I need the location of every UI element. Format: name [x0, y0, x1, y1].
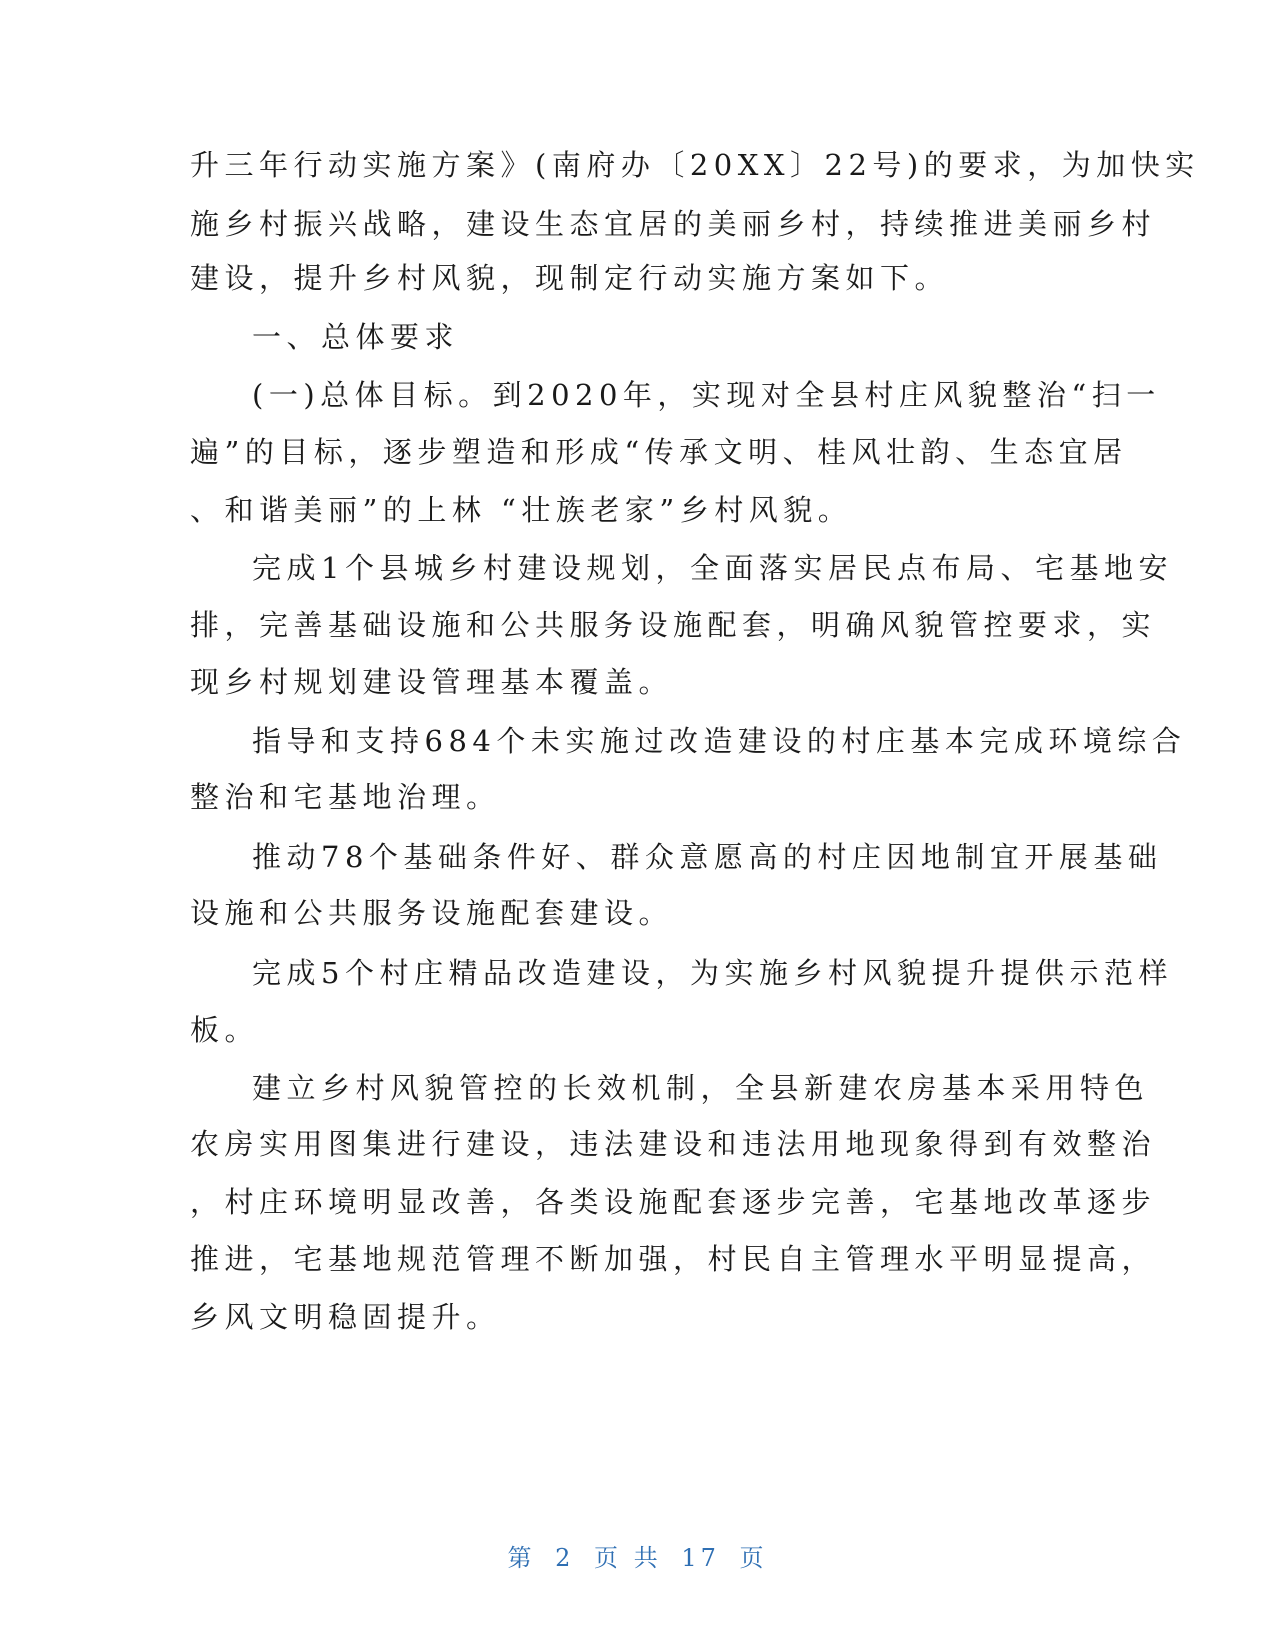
section-heading: 一、总体要求 [252, 320, 460, 354]
footer-prefix: 第 [507, 1544, 536, 1572]
body-line: 整治和宅基地治理。 [190, 780, 501, 814]
footer-suffix: 页 [739, 1544, 768, 1572]
body-line: 板。 [190, 1013, 260, 1047]
body-line: 完成1个县城乡村建设规划，全面落实居民点布局、宅基地安 [252, 551, 1173, 585]
footer-page-word: 页 [594, 1544, 623, 1572]
body-line: 升三年行动实施方案》(南府办〔20XX〕22号)的要求，为加快实 [190, 148, 1200, 182]
body-line: 推进，宅基地规范管理不断加强，村民自主管理水平明显提高， [190, 1242, 1157, 1276]
current-page-number: 2 [555, 1544, 575, 1572]
body-line: 建立乡村风貌管控的长效机制，全县新建农房基本采用特色 [252, 1071, 1150, 1105]
total-pages-number: 17 [681, 1544, 720, 1572]
page-footer [0, 1538, 1275, 1573]
body-line: 乡风文明稳固提升。 [190, 1300, 501, 1334]
body-line: 推动78个基础条件好、群众意愿高的村庄因地制宜开展基础 [252, 840, 1163, 874]
body-line: ，村庄环境明显改善，各类设施配套逐步完善，宅基地改革逐步 [190, 1185, 1157, 1219]
body-line: 现乡村规划建设管理基本覆盖。 [190, 665, 674, 699]
body-line: 、和谐美丽”的上林 “壮族老家”乡村风貌。 [190, 493, 853, 527]
footer-total-prefix: 共 [633, 1544, 662, 1572]
body-line: 完成5个村庄精品改造建设，为实施乡村风貌提升提供示范样 [252, 956, 1173, 990]
body-line: 农房实用图集进行建设，违法建设和违法用地现象得到有效整治 [190, 1127, 1157, 1161]
body-line: 排，完善基础设施和公共服务设施配套，明确风貌管控要求，实 [190, 608, 1157, 642]
body-line: (一)总体目标。到2020年，实现对全县村庄风貌整治“扫一 [252, 378, 1161, 412]
body-line: 施乡村振兴战略，建设生态宜居的美丽乡村，持续推进美丽乡村 [190, 207, 1157, 241]
body-line: 遍”的目标，逐步塑造和形成“传承文明、桂风壮韵、生态宜居 [190, 435, 1128, 469]
body-line: 设施和公共服务设施配套建设。 [190, 896, 674, 930]
body-line: 建设，提升乡村风貌，现制定行动实施方案如下。 [190, 261, 950, 295]
body-line: 指导和支持684个未实施过改造建设的村庄基本完成环境综合 [252, 724, 1187, 758]
